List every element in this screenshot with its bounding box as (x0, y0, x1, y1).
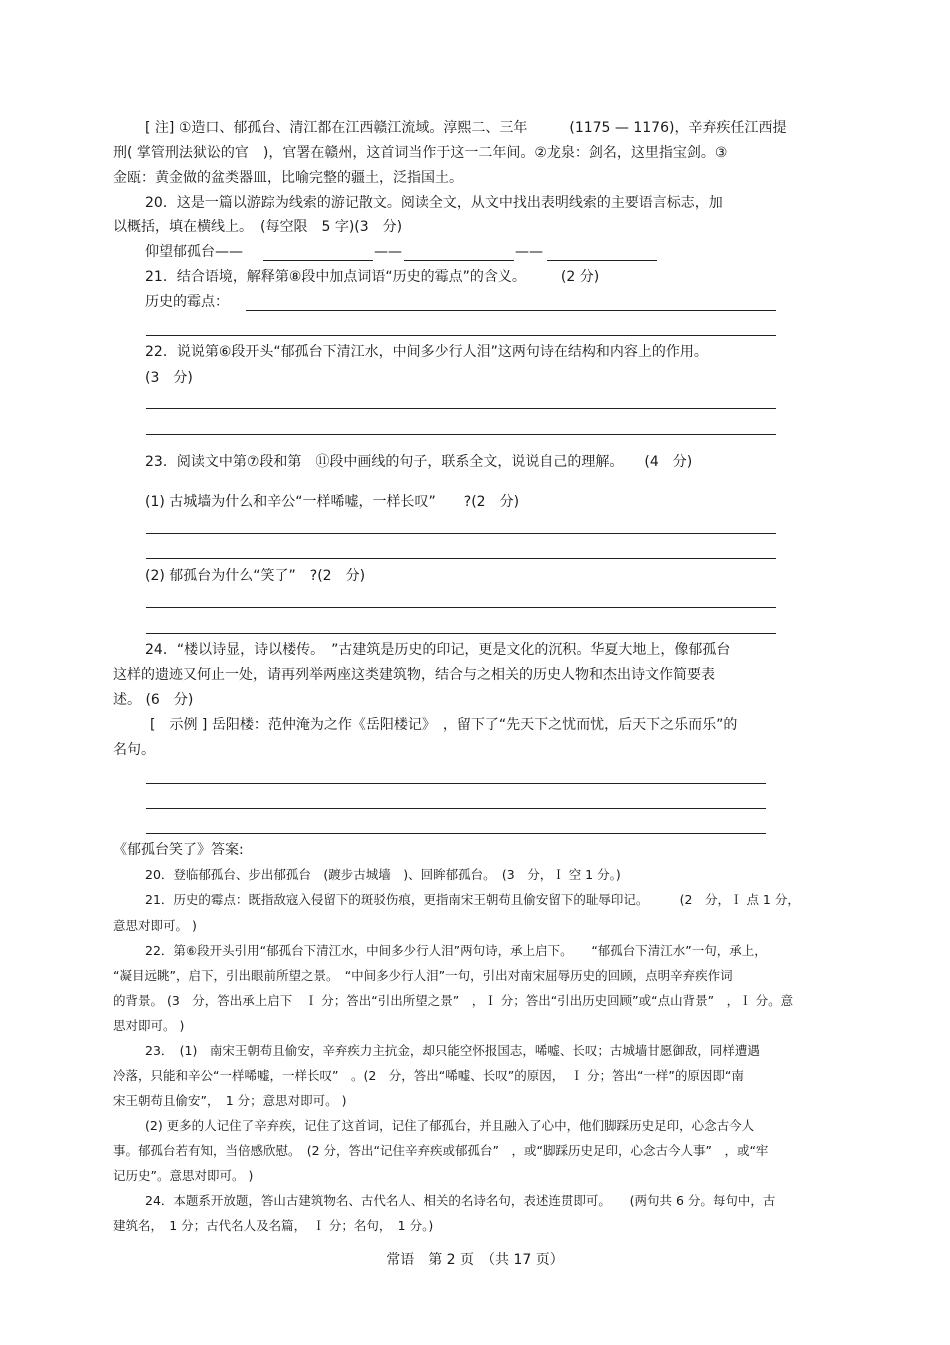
answer-24-line-1: 24．本题系开放题，答山古建筑物名、古代名人、相关的名诗名句，表述连贯即可。 (两句共 6 分。每句中，古 (145, 1193, 776, 1208)
note-line-1: [ 注] ①造口、郁孤台、清江都在江西赣江流域。淳熙二、三年 (1175 — 1176)，辛弃疾任江西提 (145, 120, 787, 136)
answer-24-line-2: 建筑名， 1 分；古代名人及名篇， Ｉ 分；名句， 1 分。) (113, 1218, 434, 1233)
answer-line-23-1b[interactable] (146, 558, 776, 559)
answer-line-23-1a[interactable] (146, 533, 776, 534)
answer-23-1-line-2: 冷落，只能和辛公“一样唏嘘，一样长叹” 。(2 分，答出“唏嘘、长叹”的原因， Ｉ 分；答出“一样”的原因即“南 (113, 1068, 744, 1083)
answer-22-line-1: 22．第⑥段开头引用“郁孤台下清江水，中间多少行人泪”两句诗，承上启下。 “郁孤台下清江水”一句，承上， (145, 943, 767, 958)
question-23-2: (2) 郁孤台为什么“笑了” ?(2 分) (145, 568, 366, 584)
answer-line-21-1[interactable] (246, 310, 776, 311)
question-23: 23．阅读文中第⑦段和第 ⑪段中画线的句子，联系全文，说说自己的理解。 (4 分) (145, 454, 693, 470)
answer-line-22-1[interactable] (146, 408, 776, 409)
answer-20: 20．登临郁孤台、步出郁孤台 (踱步古城墙 )、回眸郁孤台。 (3 分，Ｉ 空 1 分。) (145, 867, 621, 882)
answer-blank-20-1[interactable] (263, 260, 373, 261)
answer-line-22-2[interactable] (146, 434, 776, 435)
answer-line-23-2b[interactable] (146, 633, 776, 634)
question-20-dash-1: —— (374, 244, 402, 260)
answer-22-line-2: “凝目远眺”，启下，引出眼前所望之景。 “中间多少行人泪”一句，引出对南宋屈辱历史的回顾，点明辛弃疾作词 (113, 968, 733, 983)
question-20-line-2: 以概括，填在横线上。 (每空限 5 字)(3 分) (113, 219, 403, 235)
answer-22-line-3: 的背景。 (3 分，答出承上启下 Ｉ 分；答出“引出所望之景” ，Ｉ 分；答出“引出历史回顾”或“点山背景” ，Ｉ 分。意 (113, 993, 794, 1008)
answer-23-2-line-3: 记历史”。意思对即可。 ) (113, 1168, 254, 1183)
answer-23-2-line-1: (2) 更多的人记住了辛弃疾，记住了这首词，记住了郁孤台，并且融入了心中，他们脚踩历史足印，心念古今人 (145, 1118, 755, 1133)
question-23-1: (1) 古城墙为什么和辛公“一样唏嘘，一样长叹” ?(2 分) (145, 494, 520, 510)
answer-23-2-line-2: 事。郁孤台若有知，当倍感欣慰。 (2 分，答出“记住辛弃疾或郁孤台” ，或“脚踩历史足印，心念古今人事” ，或“牢 (113, 1143, 769, 1158)
answer-23-1-line-1: 23． (1) 南宋王朝苟且偷安，辛弃疾力主抗金，却只能空怀报国志，唏嘘、长叹；古城墙甘愿御敌，同样遭遇 (145, 1043, 760, 1058)
question-24-line-3: 述。 (6 分) (113, 692, 194, 708)
question-21: 21．结合语境，解释第⑧段中加点词语“历史的霉点”的含义。 (2 分) (145, 269, 600, 285)
answer-21-line-2: 意思对即可。 ) (113, 918, 197, 933)
question-24-line-2: 这样的遗迹又何止一处，请再列举两座这类建筑物，结合与之相关的历史人物和杰出诗文作简要表 (113, 667, 715, 683)
question-20-line-1: 20．这是一篇以游踪为线索的游记散文。阅读全文，从文中找出表明线索的主要语言标志，加 (145, 195, 723, 211)
question-22-line-1: 22．说说第⑥段开头“郁孤台下清江水，中间多少行人泪”这两句诗在结构和内容上的作用。 (145, 344, 708, 360)
question-20-dash-2: —— (515, 244, 543, 260)
question-20-prompt: 仰望郁孤台—— (145, 244, 243, 260)
question-24-example-2: 名句。 (113, 742, 155, 758)
note-line-3: 金瓯：黄金做的盆类器皿，比喻完整的疆土，泛指国土。 (113, 170, 463, 186)
answer-line-24-1[interactable] (146, 783, 766, 784)
answer-blank-20-2[interactable] (404, 260, 514, 261)
answer-line-24-2[interactable] (146, 808, 766, 809)
answer-22-line-4: 思对即可。 ) (113, 1018, 185, 1033)
question-21-label: 历史的霉点： (145, 294, 229, 310)
answer-line-23-2a[interactable] (146, 607, 776, 608)
answer-23-1-line-3: 宋王朝苟且偷安”， 1 分；意思对即可。 ) (113, 1093, 347, 1108)
answer-21-line-1: 21．历史的霉点：既指敌寇入侵留下的斑驳伤痕，更指南宋王朝苟且偷安留下的耻辱印记。 (2 分，Ｉ 点 1 分， (145, 892, 800, 907)
answer-blank-20-3[interactable] (547, 260, 657, 261)
answers-title: 《郁孤台笑了》答案: (113, 842, 244, 858)
note-line-2: 刑( 掌管刑法狱讼的官 )，官署在赣州，这首词当作于这一二年间。②龙泉：剑名，这里指宝剑。③ (113, 145, 728, 161)
answer-line-24-3[interactable] (146, 833, 766, 834)
question-24-line-1: 24．“楼以诗显，诗以楼传。 ”古建筑是历史的印记，更是文化的沉积。华夏大地上，像郁孤台 (145, 642, 731, 658)
answer-line-21-2[interactable] (146, 335, 776, 336)
question-24-example-1: [ 示例 ] 岳阳楼：范仲淹为之作《岳阳楼记》 ，留下了“先天下之忧而忧，后天下之乐而乐”的 (150, 717, 738, 733)
question-22-line-2: (3 分) (145, 370, 193, 386)
page-footer: 常语 第 2 页 （共 17 页） (386, 1252, 564, 1268)
